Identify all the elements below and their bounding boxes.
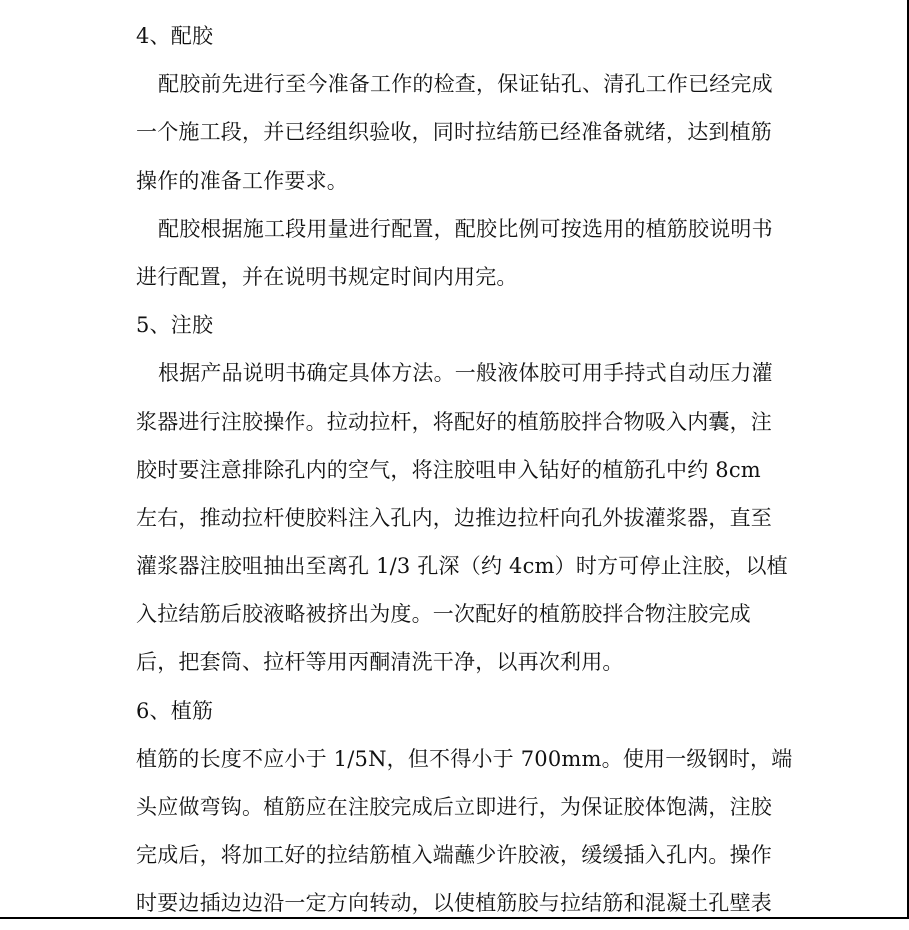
- section-heading-6: 6、植筋: [136, 698, 214, 723]
- section-heading-4: 4、配胶: [136, 24, 214, 48]
- paragraph-line: 胶时要注意排除孔内的空气，将注胶咀申入钻好的植筋孔中约 8cm: [136, 457, 761, 482]
- paragraph-line: 完成后，将加工好的拉结筋植入端蘸少许胶液，缓缓插入孔内。操作: [136, 843, 772, 868]
- paragraph-line: 根据产品说明书确定具体方法。一般液体胶可用手持式自动压力灌: [158, 361, 773, 386]
- paragraph-line: 左右，推动拉杆使胶料注入孔内，边推边拉杆向孔外拔灌浆器，直至: [136, 505, 772, 530]
- paragraph-line: 入拉结筋后胶液略被挤出为度。一次配好的植筋胶拌合物注胶完成: [136, 602, 751, 627]
- paragraph-line: 头应做弯钩。植筋应在注胶完成后立即进行，为保证胶体饱满，注胶: [136, 795, 772, 819]
- paragraph-line: 时要边插边边沿一定方向转动，以使植筋胶与拉结筋和混凝土孔壁表: [136, 891, 772, 916]
- document-body: [136, 14, 793, 930]
- section-heading-5: 5、注胶: [136, 313, 214, 338]
- paragraph-line: 进行配置，并在说明书规定时间内用完。: [136, 264, 518, 289]
- paragraph-line: 配胶前先进行至今准备工作的检查，保证钻孔、清孔工作已经完成: [158, 72, 773, 97]
- paragraph-line: 一个施工段，并已经组织验收，同时拉结筋已经准备就绪，达到植筋: [136, 120, 772, 145]
- paragraph-line: 灌浆器注胶咀抽出至离孔 1/3 孔深（约 4cm）时方可停止注胶，以植: [136, 554, 788, 579]
- paragraph-line: 配胶根据施工段用量进行配置，配胶比例可按选用的植筋胶说明书: [158, 216, 773, 241]
- paragraph-line: 操作的准备工作要求。: [136, 168, 348, 193]
- paragraph-line: 浆器进行注胶操作。拉动拉杆，将配好的植筋胶拌合物吸入内囊，注: [136, 409, 772, 434]
- paragraph-line: 植筋的长度不应小于 1/5N，但不得小于 700mm。使用一级钢时，端: [136, 746, 793, 771]
- paragraph-line: 后，把套筒、拉杆等用丙酮清洗干净，以再次利用。: [136, 650, 624, 675]
